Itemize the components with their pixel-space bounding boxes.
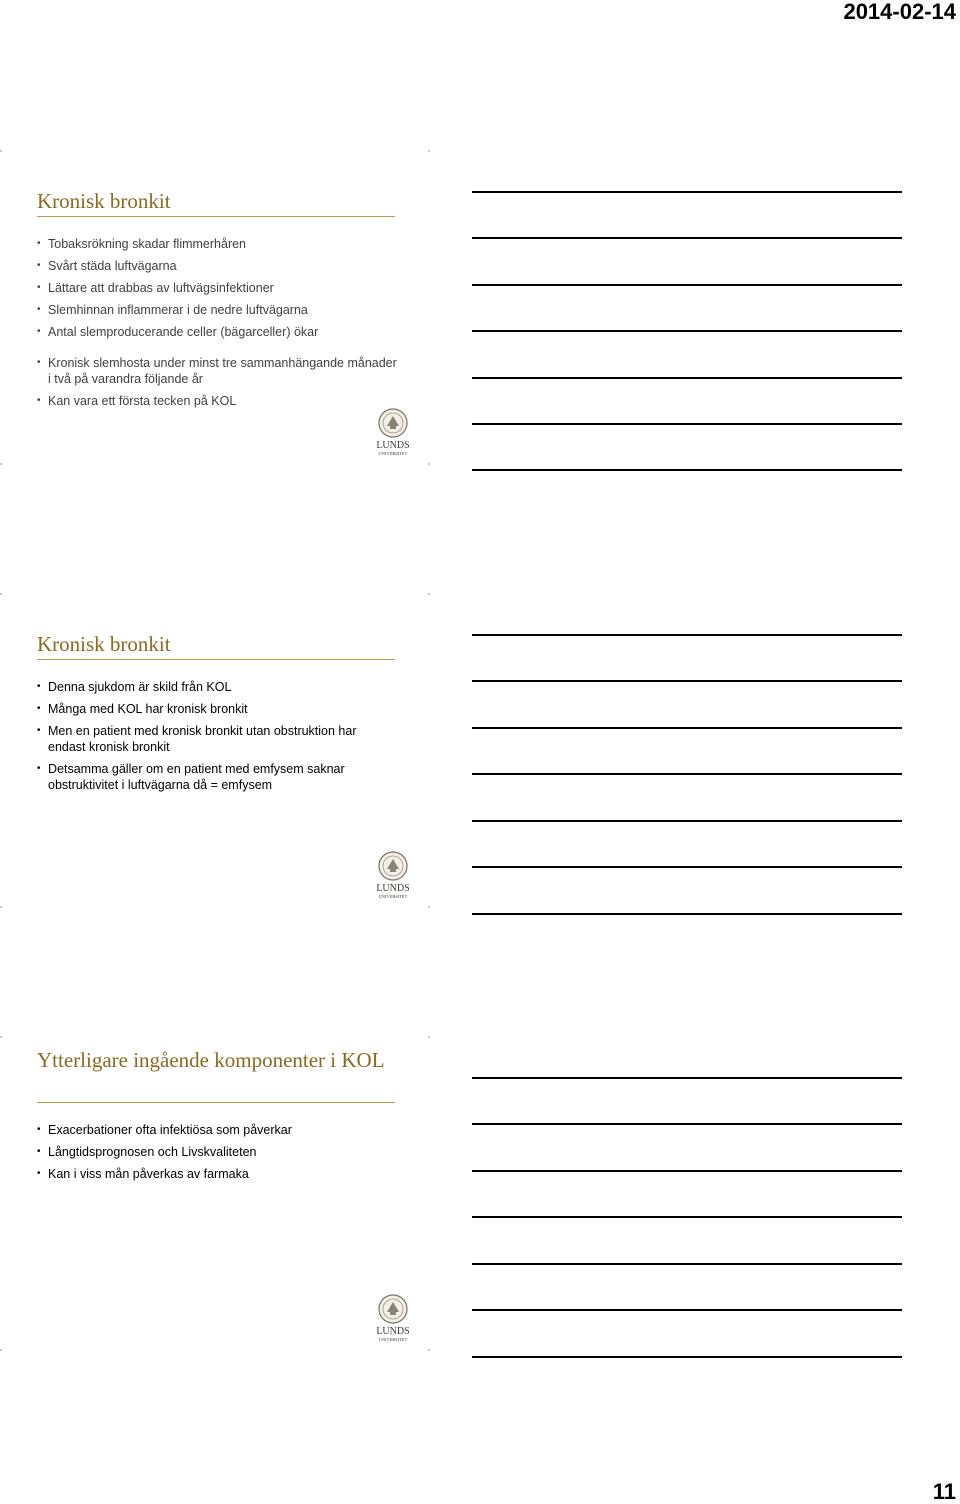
- list-item: • Kronisk slemhosta under minst tre sammanhängande månader i två på varandra följande år: [37, 355, 397, 387]
- list-item: • Långtidsprognosen och Livskvaliteten: [37, 1144, 397, 1160]
- note-line: [472, 727, 902, 729]
- slide-3: [0, 1026, 435, 1352]
- note-line: [472, 773, 902, 775]
- note-line: [472, 237, 902, 239]
- title-underline: [37, 1102, 395, 1103]
- slide-2: [0, 583, 435, 909]
- title-underline: [37, 659, 395, 660]
- bullet-list: [37, 679, 397, 799]
- list-item: • Denna sjukdom är skild från KOL: [37, 679, 397, 695]
- logo-line1: LUNDS: [376, 440, 410, 451]
- lunds-universitet-logo: [373, 1294, 413, 1344]
- bullet-list: [37, 1122, 397, 1188]
- title-underline: [37, 216, 395, 217]
- slide-corner-mark: [428, 1036, 430, 1038]
- slide-corner-mark: [428, 150, 430, 152]
- list-item: • Slemhinnan inflammerar i de nedre luftvägarna: [37, 302, 397, 318]
- list-item: • Lättare att drabbas av luftvägsinfektioner: [37, 280, 397, 296]
- logo-line2: UNIVERSITET: [378, 1337, 408, 1342]
- logo-line1: LUNDS: [376, 883, 410, 894]
- note-line: [472, 377, 902, 379]
- lunds-universitet-seal-icon: [373, 851, 413, 901]
- logo-line2: UNIVERSITET: [378, 894, 408, 899]
- slide-corner-mark: [428, 1349, 430, 1351]
- note-line: [472, 1123, 902, 1125]
- note-line: [472, 1077, 902, 1079]
- note-line: [472, 191, 902, 193]
- list-item: • Kan vara ett första tecken på KOL: [37, 393, 397, 409]
- lunds-universitet-logo: [373, 851, 413, 901]
- note-line: [472, 866, 902, 868]
- slide-corner-mark: [428, 906, 430, 908]
- list-item: • Antal slemproducerande celler (bägarceller) ökar: [37, 324, 397, 340]
- header-date: 2014-02-14: [843, 0, 956, 24]
- note-line: [472, 1263, 902, 1265]
- bullet-list: [37, 236, 397, 415]
- note-line: [472, 913, 902, 915]
- page-number: 11: [932, 1479, 956, 1504]
- lunds-universitet-seal-icon: [373, 408, 413, 458]
- list-item: • Svårt städa luftvägarna: [37, 258, 397, 274]
- slide-corner-mark: [0, 1349, 2, 1351]
- slide-1: [0, 140, 435, 466]
- logo-line2: UNIVERSITET: [378, 451, 408, 456]
- note-line: [472, 1356, 902, 1358]
- slide-corner-mark: [0, 593, 2, 595]
- note-line: [472, 284, 902, 286]
- slide-corner-mark: [428, 593, 430, 595]
- note-line: [472, 469, 902, 471]
- slide-corner-mark: [428, 463, 430, 465]
- slide-title: Kronisk bronkit: [37, 632, 171, 656]
- note-line: [472, 1170, 902, 1172]
- list-item: • Men en patient med kronisk bronkit utan obstruktion har endast kronisk bronkit: [37, 723, 397, 755]
- lunds-universitet-seal-icon: [373, 1294, 413, 1344]
- slide-corner-mark: [0, 463, 2, 465]
- slide-corner-mark: [0, 1036, 2, 1038]
- list-item: • Kan i viss mån påverkas av farmaka: [37, 1166, 397, 1182]
- note-line: [472, 820, 902, 822]
- note-line: [472, 1216, 902, 1218]
- note-line: [472, 634, 902, 636]
- slide-corner-mark: [0, 150, 2, 152]
- lunds-universitet-logo: [373, 408, 413, 458]
- note-line: [472, 1309, 902, 1311]
- slide-title: Ytterligare ingående komponenter i KOL: [37, 1048, 385, 1072]
- note-line: [472, 680, 902, 682]
- list-item: • Detsamma gäller om en patient med emfysem saknar obstruktivitet i luftvägarna då = emfysem: [37, 761, 397, 793]
- list-item: • Tobaksrökning skadar flimmerhåren: [37, 236, 397, 252]
- list-item: • Exacerbationer ofta infektiösa som påverkar: [37, 1122, 397, 1138]
- note-line: [472, 423, 902, 425]
- logo-line1: LUNDS: [376, 1326, 410, 1337]
- note-line: [472, 330, 902, 332]
- list-item: • Många med KOL har kronisk bronkit: [37, 701, 397, 717]
- slide-corner-mark: [0, 906, 2, 908]
- slide-title: Kronisk bronkit: [37, 189, 171, 213]
